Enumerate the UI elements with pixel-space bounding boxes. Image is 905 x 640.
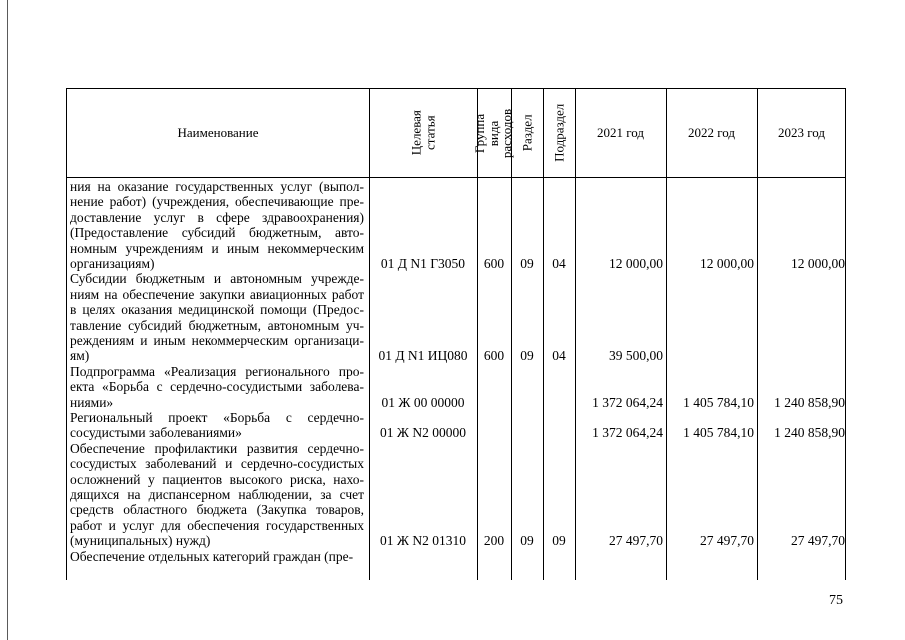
row-4-name (70, 441, 364, 549)
row-2-y2022: 1 405 784,10 (683, 394, 754, 410)
row-1-y2021: 39 500,00 (609, 348, 663, 364)
row-4-name-line: работ и услуг для обеспечения государственных (70, 517, 364, 533)
row-1-name-line: реждениям и иным некоммерческим организаци- (70, 332, 364, 348)
row-3-name (70, 410, 364, 441)
row-3-y2021: 1 372 064,24 (592, 425, 663, 441)
row-0-y2022: 12 000,00 (700, 256, 754, 271)
row-1-target: 01 Д N1 ИЦ080 (378, 348, 468, 364)
row-4-name-line: сосудистых заболеваний и сердечно-сосудистых (70, 456, 364, 472)
row-0-name-line: организациям) (70, 255, 155, 271)
row-4-group: 200 (483, 533, 505, 549)
row-4-section: 09 (520, 533, 534, 549)
row-1-subsection: 04 (552, 348, 566, 364)
header-group: Группа вида расходов (472, 108, 515, 158)
row-2-name-line: екта «Борьба с сердечно-сосудистыми заболева- (70, 379, 364, 395)
row-5-name-line: Обеспечение отдельных категорий граждан (пре- (70, 548, 354, 564)
row-4-name-line: средств областного бюджета (Закупка товаров, (70, 502, 364, 518)
row-3-name-line: сосудистыми заболеваниями» (70, 425, 242, 441)
row-3-y2022: 1 405 784,10 (683, 425, 754, 441)
row-1-name (70, 271, 364, 363)
row-4-y2022: 27 497,70 (700, 533, 754, 549)
row-5-name (70, 549, 364, 564)
row-0-name-line: (Предоставление субсидий бюджетным, авто- (70, 225, 364, 241)
row-0-name (70, 179, 364, 271)
header-name: Наименование (177, 125, 259, 141)
row-0-target: 01 Д N1 Г3050 (380, 256, 466, 271)
row-2-name-line: ниями» (70, 394, 114, 410)
row-0-y2021: 12 000,00 (609, 256, 663, 271)
row-1-name-line: тавление субсидий бюджетным, автономным уч- (70, 317, 364, 333)
row-0-group: 600 (483, 256, 505, 271)
row-0-name-line: номным учреждениям и иным некоммерческим (70, 240, 364, 256)
row-3-target: 01 Ж N2 00000 (380, 425, 466, 441)
row-4-target: 01 Ж N2 01310 (380, 533, 466, 549)
row-1-name-line: в целях оказания медицинской помощи (Предос- (70, 302, 364, 318)
row-4-subsection: 09 (552, 533, 566, 549)
row-0-name-line: нение работ) (учреждения, обеспечивающие пре- (70, 194, 364, 210)
header-2023: 2023 год (778, 125, 825, 141)
row-4-name-line: (муниципальных) нужд) (70, 533, 211, 549)
row-4-name-line: осложнений у пациентов высокого риска, нахо- (70, 471, 364, 487)
header-2022: 2022 год (688, 125, 735, 141)
header-2021: 2021 год (597, 125, 644, 141)
row-0-name-line: доставление услуг в сфере здравоохранения) (70, 209, 364, 225)
row-1-section: 09 (520, 348, 534, 364)
row-2-y2021: 1 372 064,24 (592, 394, 663, 410)
row-2-target: 01 Ж 00 00000 (381, 394, 465, 410)
header-section: Раздел (519, 114, 535, 152)
row-2-y2023: 1 240 858,90 (774, 394, 845, 410)
row-0-y2023: 12 000,00 (791, 256, 845, 271)
row-2-name (70, 364, 364, 410)
budget-table (66, 88, 846, 580)
row-0-name-line: ния на оказание государственных услуг (выпол- (70, 179, 364, 194)
row-1-name-line: ниям на обеспечение закупки авиационных работ (70, 286, 364, 302)
row-4-y2021: 27 497,70 (609, 533, 663, 549)
row-4-name-line: дящихся на диспансерном наблюдении, за счет (70, 486, 364, 502)
row-1-name-line: Субсидии бюджетным и автономным учрежде- (70, 271, 364, 287)
page-number: 75 (829, 593, 843, 608)
header-target: Целевая статья (408, 110, 437, 156)
row-3-y2023: 1 240 858,90 (774, 425, 845, 441)
page-margin-line (7, 0, 8, 640)
row-1-group: 600 (483, 348, 505, 364)
row-3-name-line: Региональный проект «Борьба с сердечно- (70, 410, 364, 425)
row-1-name-line: ям) (70, 348, 90, 364)
row-4-y2023: 27 497,70 (791, 533, 845, 549)
row-4-name-line: Обеспечение профилактики развития сердечно- (70, 440, 364, 456)
row-0-section: 09 (520, 256, 534, 271)
row-0-subsection: 04 (552, 256, 566, 271)
header-subsection: Подраздел (551, 103, 567, 163)
row-2-name-line: Подпрограмма «Реализация регионального про- (70, 363, 364, 379)
